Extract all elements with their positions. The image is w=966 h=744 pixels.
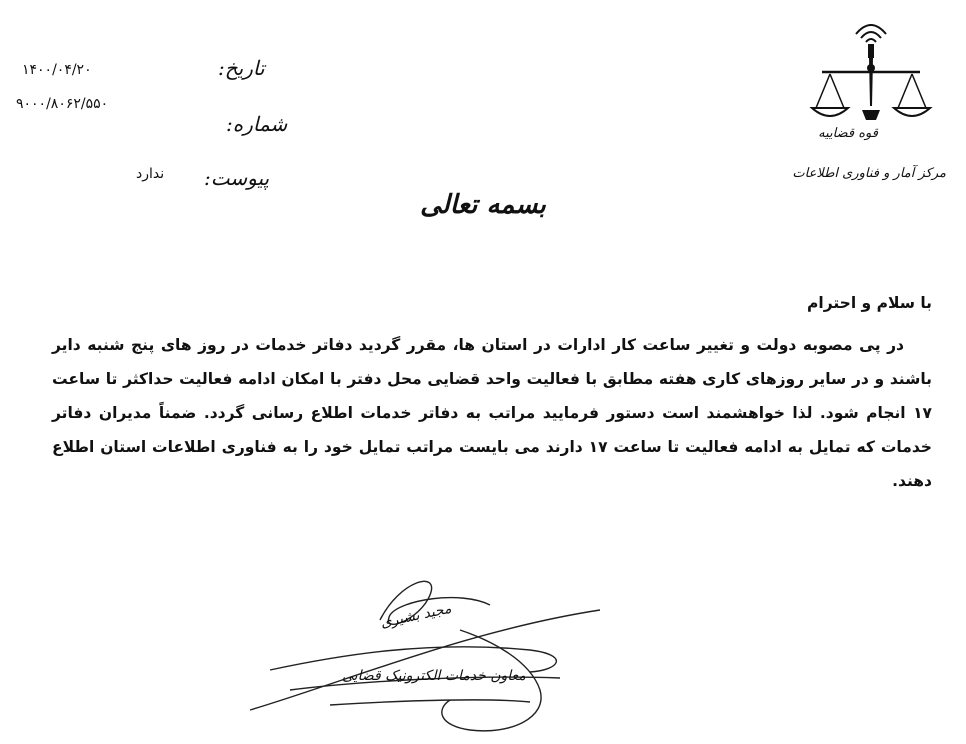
signer-title: معاون خدمات الکترونیک قضایی <box>342 668 526 684</box>
letter-title: بسمه تعالی <box>420 190 546 220</box>
handwritten-signature <box>230 560 650 740</box>
signature-block <box>230 560 650 740</box>
organization-name: قوه قضاییه <box>818 126 878 141</box>
center-name: مرکز آمار و فناوری اطلاعات <box>792 166 946 181</box>
signer-name: مجید بشیری <box>379 600 453 632</box>
date-value: ۱۴۰۰/۰۴/۲۰ <box>22 62 92 78</box>
attachment-label: پیوست: <box>204 166 270 190</box>
greeting: با سلام و احترام <box>807 294 932 312</box>
number-label: شماره: <box>226 112 288 136</box>
number-value: ۹۰۰۰/۸۰۶۲/۵۵۰ <box>16 96 109 112</box>
letter-body: در پی مصوبه دولت و تغییر ساعت کار ادارات در استان ها، مقرر گردید دفاتر خدمات در روز های پنج شنبه دایر باشند و در سایر روزهای کاری هفته مطابق با فعالیت واحد قضایی محل دفتر با امکان ادامه فعالیت حداکثر تا ساعت ۱۷ انجام شود. لذا خواهشمند است دستور فرمایید مراتب به دفاتر خدمات اطلاع رسانی گردد. ضمناً مدیران دفاتر خدمات که تمایل به ادامه فعالیت تا ساعت ۱۷ دارند می بایست مراتب تمایل خود را به فناوری اطلاعات استان اطلاع دهند. <box>52 336 932 490</box>
date-label: تاریخ: <box>218 56 265 80</box>
judiciary-emblem <box>792 6 946 196</box>
attachment-value: ندارد <box>136 166 165 182</box>
